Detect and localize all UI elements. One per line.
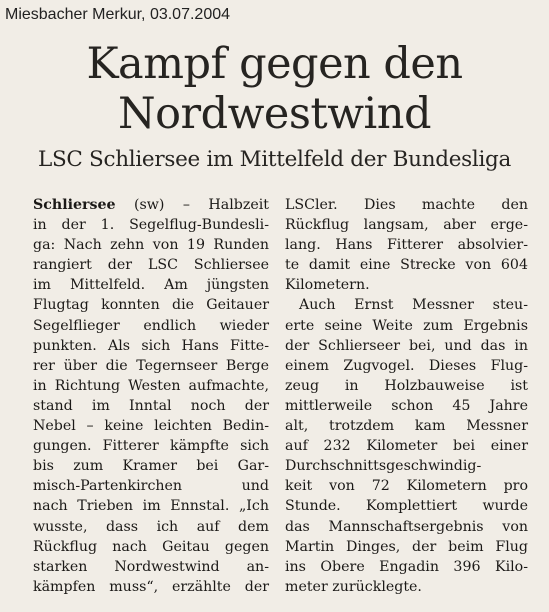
- article-line: bis zum Kramer bei Gar-: [33, 458, 269, 475]
- article-line: im Mittelfeld. Am jüngsten: [33, 277, 269, 294]
- source-line: Miesbacher Merkur, 03.07.2004: [5, 6, 231, 23]
- article-line: punkten. Als sich Hans Fitte-: [33, 337, 269, 354]
- article-line: das Mannschaftsergebnis von: [285, 518, 528, 535]
- article-line: Stunde. Komplettiert wurde: [285, 498, 528, 515]
- article-line: Auch Ernst Messner steu-: [299, 297, 528, 314]
- dateline: Schliersee: [33, 197, 116, 213]
- article-line: kämpfen muss“, erzählte der: [33, 578, 269, 595]
- article-line: gungen. Fitterer kämpfte sich: [33, 438, 269, 455]
- subheadline: LSC Schliersee im Mittelfeld der Bundesliga: [37, 147, 512, 172]
- article-column-left: [33, 195, 269, 597]
- article-line: der Schlierseer bei, und das in: [285, 337, 528, 354]
- article-line: [33, 195, 269, 215]
- article-line: wusste, dass ich auf dem: [33, 518, 269, 535]
- article-line: Durchschnittsgeschwindig-: [285, 458, 482, 475]
- article-line: te damit eine Strecke von 604: [285, 257, 528, 274]
- article-line: Kilometern.: [285, 277, 370, 294]
- article-line: Nebel – keine leichten Bedin-: [33, 418, 269, 435]
- article-line: lang. Hans Fitterer absolvier-: [285, 237, 528, 254]
- article-line: Segelflieger endlich wieder: [33, 317, 269, 334]
- article-line: LSCler. Dies machte den: [285, 197, 528, 213]
- article-line: starken Nordwestwind an-: [33, 558, 269, 575]
- article-line: rer über die Tegernseer Berge: [33, 357, 269, 374]
- headline-line-2: Nordwestwind: [118, 89, 431, 139]
- article-line: einem Zugvogel. Dieses Flug-: [285, 357, 528, 374]
- article-line: auf 232 Kilometer bei einer: [285, 438, 528, 455]
- article-line: stand im Inntal noch der: [33, 397, 269, 414]
- article-line: ga: Nach zehn von 19 Runden: [33, 237, 269, 254]
- article-line: mittlerweile schon 45 Jahre: [285, 397, 528, 414]
- article-line: ins Obere Engadin 396 Kilo-: [285, 558, 528, 575]
- article-line: Rückflug nach Geitau gegen: [33, 538, 269, 555]
- article-line: zeug in Holzbauweise ist: [285, 377, 528, 394]
- article-line: meter zurücklegte.: [285, 578, 422, 595]
- article-line: nach Trieben im Ennstal. „Ich: [33, 498, 269, 515]
- article-line-text: (sw) – Halbzeit: [115, 197, 269, 213]
- headline-line-1: Kampf gegen den: [86, 39, 463, 89]
- article-column-right: [285, 195, 528, 597]
- article-line: erte seine Weite zum Ergebnis: [285, 317, 528, 334]
- article-line: Martin Dinges, der beim Flug: [285, 538, 528, 555]
- article-line: in der 1. Segelflug-Bundesli-: [33, 217, 269, 234]
- article-line: keit von 72 Kilometern pro: [285, 478, 528, 495]
- article-line: Rückflug langsam, aber erge-: [285, 217, 528, 234]
- article-line: Flugtag konnten die Geitauer: [33, 297, 269, 314]
- article-line: in Richtung Westen aufmachte,: [33, 377, 269, 394]
- article-line: alt, trotzdem kam Messner: [285, 418, 528, 435]
- article-line: rangiert der LSC Schliersee: [33, 257, 269, 274]
- article-line: misch-Partenkirchen und: [33, 478, 269, 495]
